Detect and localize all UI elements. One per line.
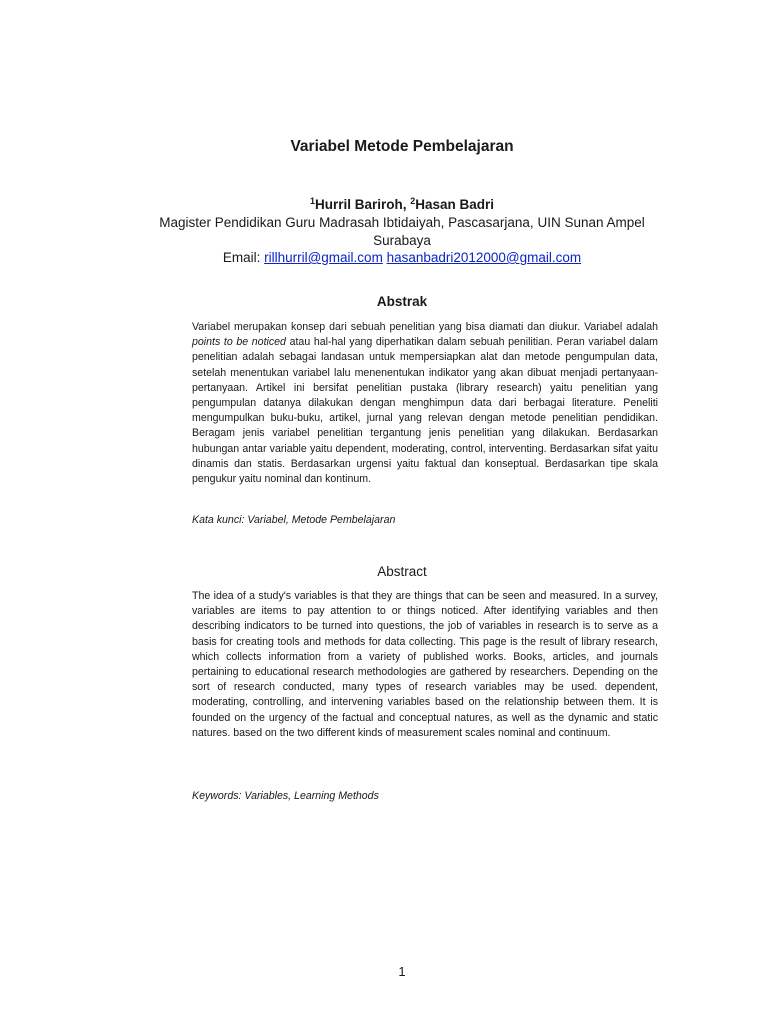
abstrak-keywords: Kata kunci: Variabel, Metode Pembelajaran xyxy=(192,514,396,526)
page-number: 1 xyxy=(398,964,406,979)
abstrak-text-part2: atau hal-hal yang diperhatikan dalam sebuah penilitian. Peran variabel dalam penelitian adalah sebagai landasan untuk mempersiapkan alat dan metode pengumpulan data, setelah menentukan variabel lalu menenentukan indikator yang akan dibuat menjadi pertanyaan-pertanyaan. Artikel ini bersifat penelitian pustaka (library research) yaitu penelitian yang pengumpulan datanya dilakukan dengan menghimpun data dari berbagai literature. Peneliti mengumpulkan buku-buku, artikel, jurnal yang relevan dengan metode penelitian pendidikan. Beragam jenis variabel penelitian tergantung jenis penelitian yang dilakukan. Berdasarkan hubungan antar variable yaitu dependent, moderating, control, interventing. Berdasarkan sifat yaitu dinamis dan statis. Berdasarkan urgensi yaitu faktual dan konseptual. Berdasarkan tipe skala pengukur yaitu nominal dan kontinum. xyxy=(192,336,658,486)
paper-title: Variabel Metode Pembelajaran xyxy=(290,138,514,155)
abstrak-heading: Abstrak xyxy=(376,294,428,309)
abstract-body: The idea of a study's variables is that they are things that can be seen and measured. In a survey, variables are items to pay attention to or things noticed. After identifying variables and then describing indicators to be turned into questions, the job of variables in research is to serve as a basis for creating tools and methods for data collecting. This page is the result of library research, which collects information from a variety of published works. Books, articles, and journals pertaining to educational research methodologies are gathered by researchers. Depending on the sort of research conducted, many types of research variables may be used. dependent, moderating, controlling, and intervening variables based on the relationship between them. It is founded on the urgency of the factual and conceptual natures, as well as the dynamic and static natures. based on the two different kinds of measurement scales nominal and continuum. xyxy=(192,590,658,739)
author1-name: Hurril Bariroh, xyxy=(314,197,411,212)
abstract-keywords: Keywords: Variables, Learning Methods xyxy=(192,790,379,802)
author1-superscript: 1 xyxy=(309,196,315,206)
authors-line xyxy=(0,196,768,212)
abstrak-text-part1: Variabel merupakan konsep dari sebuah penelitian yang bisa diamati dan diukur. Variabel adalah xyxy=(192,321,658,333)
affiliation: Magister Pendidikan Guru Madrasah Ibtidaiyah, Pascasarjana, UIN Sunan Ampel Surabaya xyxy=(159,215,645,248)
abstract-heading: Abstract xyxy=(377,564,427,579)
abstrak-italic-phrase: points to be noticed xyxy=(192,336,286,349)
author2-name: Hasan Badri xyxy=(415,197,495,212)
email-line xyxy=(0,250,768,265)
author2-superscript: 2 xyxy=(410,196,416,206)
email-link-2[interactable]: hasanbadri2012000@gmail.com xyxy=(386,250,582,265)
email-label: Email: xyxy=(222,250,265,265)
email-link-1[interactable]: rillhurril@gmail.com xyxy=(264,250,383,265)
abstrak-body xyxy=(192,320,658,487)
